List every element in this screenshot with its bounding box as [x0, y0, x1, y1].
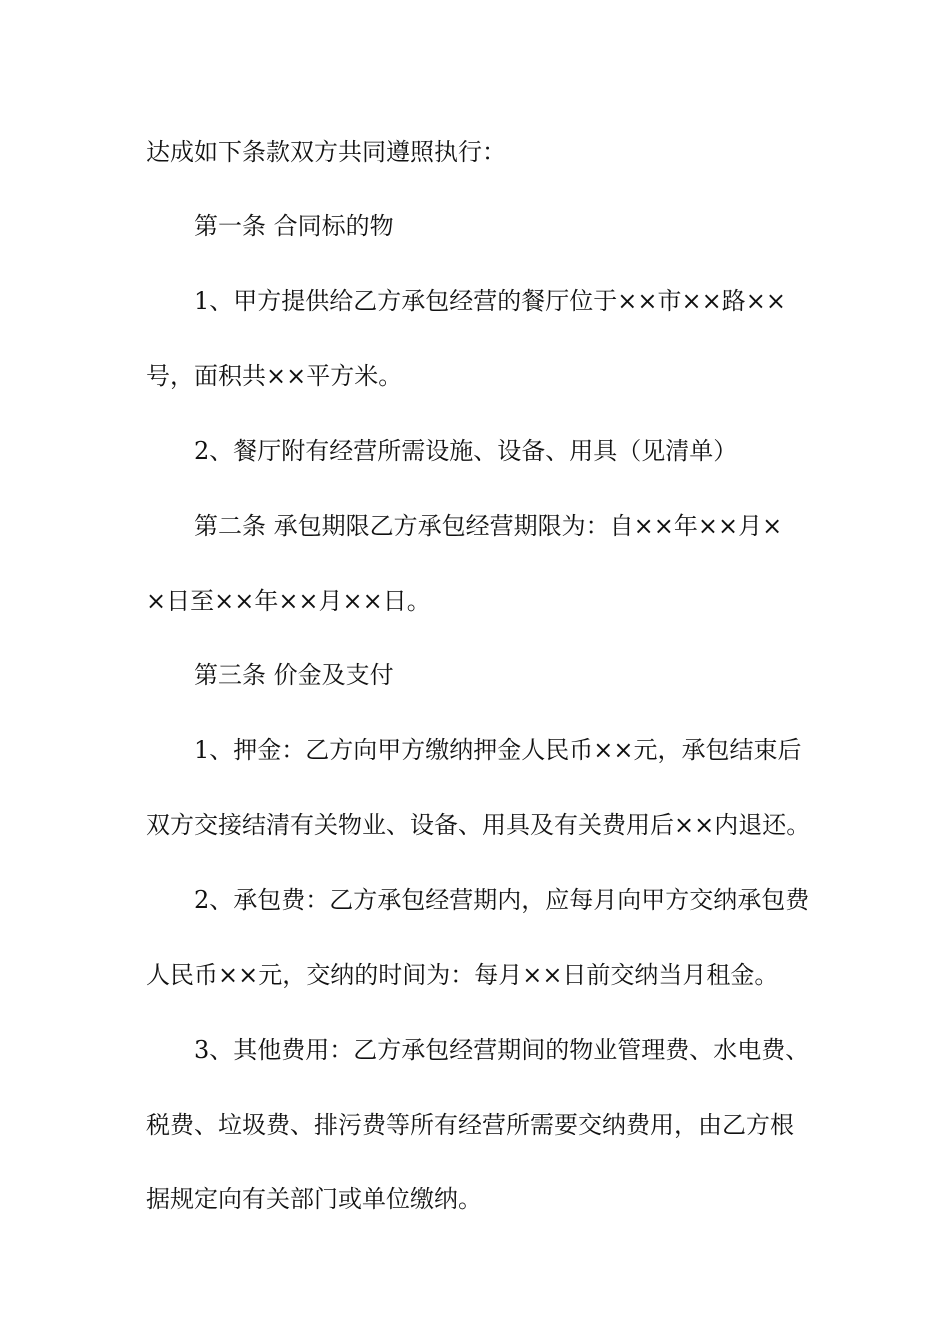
text-line: 2、承包费：乙方承包经营期内，应每月向甲方交纳承包费 [194, 886, 810, 914]
text-line: 2、餐厅附有经营所需设施、设备、用具（见清单） [194, 437, 738, 465]
text-line: 1、押金：乙方向甲方缴纳押金人民币××元，承包结束后 [194, 736, 802, 764]
text-line: ×日至××年××月××日。 [146, 587, 431, 615]
text-line: 人民币××元，交纳的时间为：每月××日前交纳当月租金。 [146, 961, 779, 989]
text-line: 号，面积共××平方米。 [146, 362, 403, 390]
text-line: 1、甲方提供给乙方承包经营的餐厅位于××市××路×× [194, 287, 786, 315]
text-line: 3、其他费用：乙方承包经营期间的物业管理费、水电费、 [194, 1036, 810, 1064]
text-line: 据规定向有关部门或单位缴纳。 [146, 1185, 482, 1213]
text-line: 达成如下条款双方共同遵照执行： [146, 138, 506, 166]
section-heading: 第一条 合同标的物 [194, 212, 394, 240]
text-line: 双方交接结清有关物业、设备、用具及有关费用后××内退还。 [146, 811, 811, 839]
section-heading: 第三条 价金及支付 [194, 661, 394, 689]
section-heading: 第二条 承包期限乙方承包经营期限为：自××年××月× [194, 512, 783, 540]
text-line: 税费、垃圾费、排污费等所有经营所需要交纳费用，由乙方根 [146, 1111, 794, 1139]
